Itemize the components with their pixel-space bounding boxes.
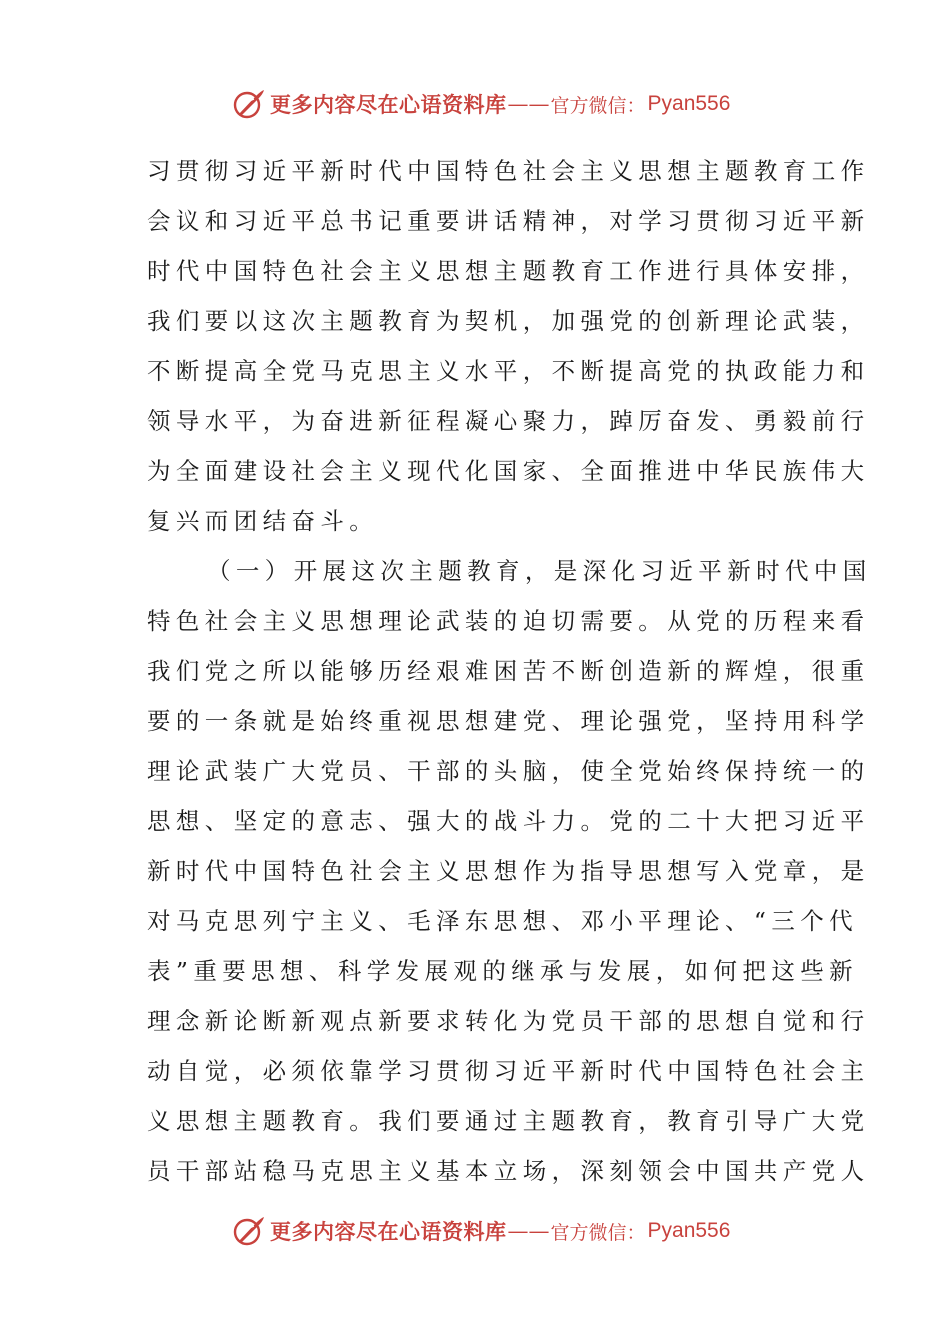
banner-wechat-label: 官方微信： <box>550 94 646 117</box>
body-line: 习贯彻习近平新时代中国特色社会主义思想主题教育工作 <box>147 157 870 185</box>
body-line: 我们党之所以能够历经艰难困苦不断创造新的辉煌，很重 <box>147 657 870 685</box>
body-line: 时代中国特色社会主义思想主题教育工作进行具体安排， <box>147 257 870 285</box>
body-line: 表”重要思想、科学发展观的继承与发展，如何把这些新 <box>147 957 859 985</box>
banner-wechat-id: Pyan556 <box>647 1219 731 1242</box>
body-line: 特色社会主义思想理论武装的迫切需要。从党的历程来看 <box>147 607 870 635</box>
body-line: 复兴而团结奋斗。 <box>147 507 379 535</box>
footer-banner <box>232 1211 752 1251</box>
body-line: 义思想主题教育。我们要通过主题教育，教育引导广大党 <box>147 1107 870 1135</box>
body-line: 新时代中国特色社会主义思想作为指导思想写入党章，是 <box>147 857 870 885</box>
body-line: 员干部站稳马克思主义基本立场，深刻领会中国共产党人 <box>147 1157 870 1185</box>
header-banner <box>232 84 752 124</box>
banner-separator: —— <box>507 92 550 116</box>
body-line: 理论武装广大党员、干部的头脑，使全党始终保持统一的 <box>147 757 870 785</box>
body-line: 动自觉，必须依靠学习贯彻习近平新时代中国特色社会主 <box>147 1057 870 1085</box>
banner-wechat-label: 官方微信： <box>550 1221 646 1244</box>
banner-text: 更多内容尽在心语资料库 <box>270 1219 507 1244</box>
body-line: 我们要以这次主题教育为契机，加强党的创新理论武装， <box>147 307 870 335</box>
quill-pen-logo-icon <box>232 87 266 121</box>
banner-wechat-id: Pyan556 <box>647 92 731 115</box>
body-line: 会议和习近平总书记重要讲话精神，对学习贯彻习近平新 <box>147 207 870 235</box>
body-line: 理念新论断新观点新要求转化为党员干部的思想自觉和行 <box>147 1007 870 1035</box>
banner-text: 更多内容尽在心语资料库 <box>270 92 507 117</box>
body-line: 思想、坚定的意志、强大的战斗力。党的二十大把习近平 <box>147 807 870 835</box>
body-line: 对马克思列宁主义、毛泽东思想、邓小平理论、“三个代 <box>147 907 859 935</box>
banner-separator: —— <box>507 1219 550 1243</box>
body-line: 不断提高全党马克思主义水平，不断提高党的执政能力和 <box>147 357 870 385</box>
body-line: 领导水平，为奋进新征程凝心聚力，踔厉奋发、勇毅前行 <box>147 407 870 435</box>
section-heading-line: （一）开展这次主题教育，是深化习近平新时代中国 <box>207 557 872 585</box>
body-line: 为全面建设社会主义现代化国家、全面推进中华民族伟大 <box>147 457 870 485</box>
quill-pen-logo-icon <box>232 1214 266 1248</box>
body-line: 要的一条就是始终重视思想建党、理论强党，坚持用科学 <box>147 707 870 735</box>
document-body <box>147 146 872 1196</box>
